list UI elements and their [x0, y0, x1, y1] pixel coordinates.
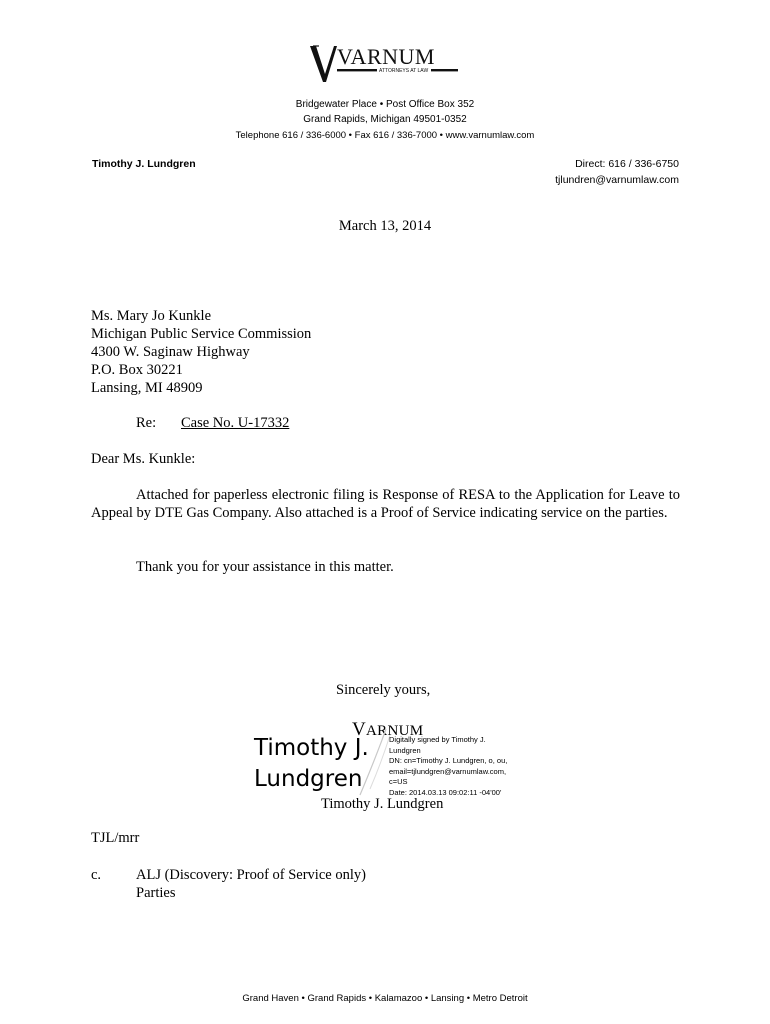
- signature-meta-line: c=US: [389, 777, 408, 786]
- recipient-line: Ms. Mary Jo Kunkle: [91, 308, 212, 324]
- letter-date: March 13, 2014: [338, 218, 432, 234]
- typist-initials: TJL/mrr: [91, 830, 140, 846]
- digital-signature-details: [389, 735, 529, 798]
- recipient-line: 4300 W. Saginaw Highway: [91, 344, 250, 360]
- logo-wordmark: VARNUM: [337, 44, 435, 69]
- closing: Sincerely yours,: [336, 682, 431, 698]
- sender-email: tjlundren@varnumlaw.com: [555, 174, 679, 186]
- digital-signature-line2: Lundgren: [254, 766, 363, 792]
- sender-name: Timothy J. Lundgren: [92, 158, 196, 170]
- recipient-line: P.O. Box 30221: [91, 362, 183, 378]
- body-paragraph-1-text: Attached for paperless electronic filing is Response of RESA to the Application for Leave to Appeal by DTE Gas Company. Also attached is a Proof of Service indicating service on the parties.: [91, 487, 680, 521]
- re-label: Re:: [136, 415, 157, 431]
- re-case-number: Case No. U-17332: [181, 415, 290, 431]
- cc-item: ALJ (Discovery: Proof of Service only): [136, 867, 366, 883]
- sender-direct-phone: Direct: 616 / 336-6750: [575, 158, 679, 170]
- letterhead-address-line2: Grand Rapids, Michigan 49501-0352: [303, 114, 467, 125]
- signature-meta-line: Digitally signed by Timothy J.: [389, 735, 486, 744]
- recipient-line: Michigan Public Service Commission: [91, 326, 312, 342]
- body-paragraph-2: Thank you for your assistance in this matter.: [136, 559, 394, 575]
- letterhead-address-line1: Bridgewater Place • Post Office Box 352: [295, 99, 475, 110]
- signature-meta-line: DN: cn=Timothy J. Lundgren, o, ou,: [389, 756, 508, 765]
- digital-signature-name: [254, 733, 369, 795]
- cc-item: Parties: [136, 885, 176, 901]
- signature-meta-line: email=tjlundgren@varnumlaw.com,: [389, 766, 507, 776]
- footer-offices: Grand Haven • Grand Rapids • Kalamazoo • Lansing • Metro Detroit: [242, 993, 528, 1004]
- body-paragraph-1: [91, 486, 680, 522]
- cc-label: c.: [91, 867, 102, 883]
- varnum-logo: [310, 44, 458, 86]
- letterhead-contact-line: Telephone 616 / 336-6000 • Fax 616 / 336-7000 • www.varnumlaw.com: [235, 130, 535, 141]
- signature-firm-initial: V: [352, 719, 367, 740]
- signature-meta-line: Lundgren: [389, 745, 421, 755]
- signature-meta-line: Date: 2014.03.13 09:02:11 -04'00': [389, 787, 502, 797]
- recipient-line: Lansing, MI 48909: [91, 380, 203, 396]
- cc-list: [136, 866, 366, 902]
- signer-name: Timothy J. Lundgren: [321, 796, 444, 812]
- signature-firm-rest: ARNUM: [366, 723, 424, 739]
- salutation: Dear Ms. Kunkle:: [91, 451, 196, 467]
- digital-signature-line1: Timothy J.: [254, 735, 369, 761]
- recipient-address: [91, 307, 311, 397]
- logo-tagline: ATTORNEYS AT LAW: [379, 68, 429, 74]
